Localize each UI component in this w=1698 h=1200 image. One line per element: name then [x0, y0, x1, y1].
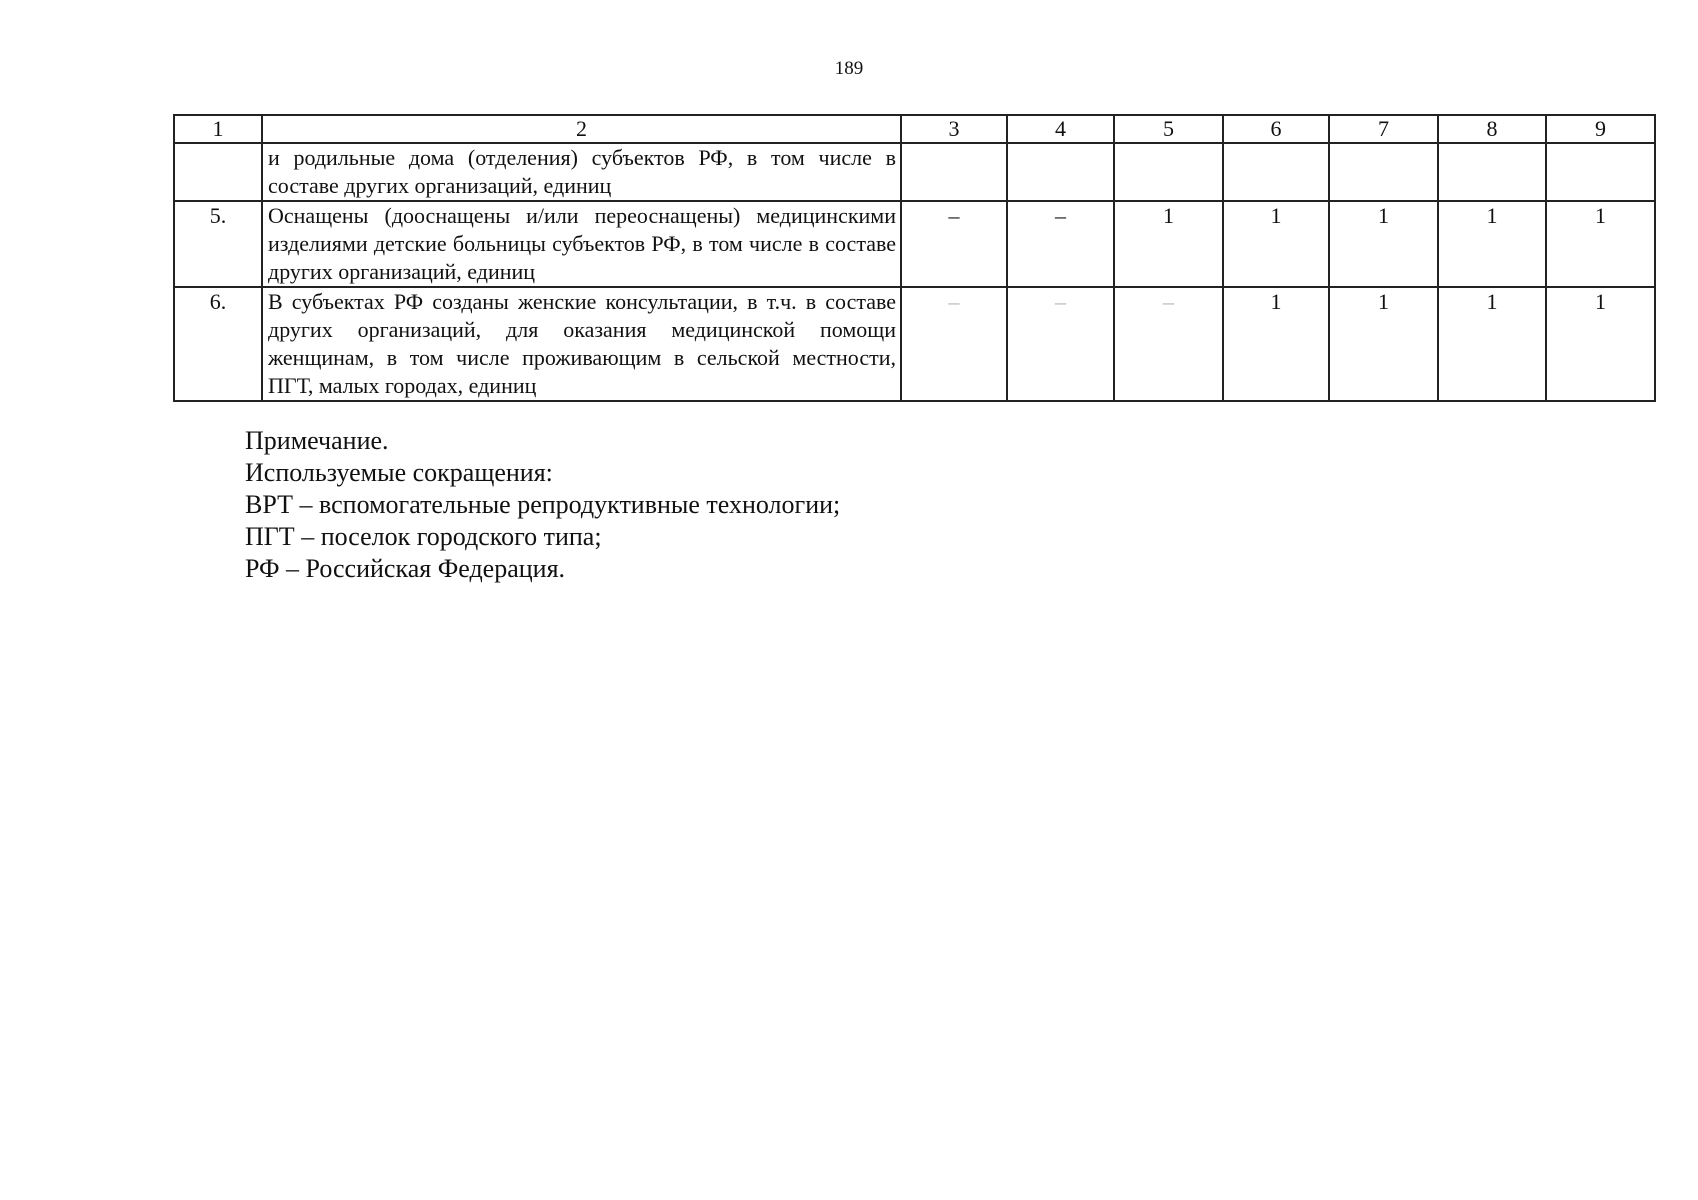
abbreviation-item: ПГТ – поселок городского типа; [245, 522, 602, 551]
header-cell: 1 [174, 115, 262, 143]
value-cell [1329, 143, 1438, 201]
value-cell: 1 [1546, 201, 1655, 287]
value-cell: – [1007, 201, 1114, 287]
value-cell: 1 [1438, 201, 1546, 287]
value-cell [1438, 143, 1546, 201]
value-cell [1546, 143, 1655, 201]
value-cell: – [1007, 287, 1114, 401]
value-cell: 1 [1223, 287, 1329, 401]
value-cell: 1 [1546, 287, 1655, 401]
header-cell: 2 [262, 115, 901, 143]
page-number: 189 [834, 58, 864, 79]
value-cell: 1 [1114, 201, 1223, 287]
value-cell: 1 [1223, 201, 1329, 287]
value-cell: 1 [1329, 287, 1438, 401]
header-cell: 4 [1007, 115, 1114, 143]
row-description: Оснащены (дооснащены и/или переоснащены) медицинскими изделиями детские больницы субъектов РФ, в том числе в составе других организаций, единиц [262, 201, 901, 287]
notes-section [245, 425, 840, 585]
value-cell: 1 [1438, 287, 1546, 401]
data-table [173, 114, 1656, 402]
header-cell: 5 [1114, 115, 1223, 143]
header-cell: 7 [1329, 115, 1438, 143]
value-cell [1114, 143, 1223, 201]
row-number: 5. [174, 201, 262, 287]
value-cell: – [901, 201, 1007, 287]
value-cell: – [901, 287, 1007, 401]
header-cell: 8 [1438, 115, 1546, 143]
value-cell: 1 [1329, 201, 1438, 287]
header-cell: 9 [1546, 115, 1655, 143]
table-header-row [174, 115, 1655, 143]
value-cell: – [1114, 287, 1223, 401]
row-number: 6. [174, 287, 262, 401]
value-cell [1223, 143, 1329, 201]
header-cell: 6 [1223, 115, 1329, 143]
table-row [174, 201, 1655, 287]
table-row [174, 287, 1655, 401]
row-number [174, 143, 262, 201]
row-description: и родильные дома (отделения) субъектов РФ, в том числе в составе других организаций, единиц [262, 143, 901, 201]
header-cell: 3 [901, 115, 1007, 143]
row-description: В субъектах РФ созданы женские консультации, в т.ч. в составе других организаций, для оказания медицинской помощи женщинам, в том числе проживающим в сельской местности, ПГТ, малых городах, единиц [262, 287, 901, 401]
table-row [174, 143, 1655, 201]
value-cell [901, 143, 1007, 201]
notes-subtitle: Используемые сокращения: [245, 458, 553, 487]
notes-title: Примечание. [245, 426, 389, 455]
abbreviation-item: ВРТ – вспомогательные репродуктивные технологии; [245, 490, 841, 519]
value-cell [1007, 143, 1114, 201]
abbreviation-item: РФ – Российская Федерация. [245, 554, 566, 583]
